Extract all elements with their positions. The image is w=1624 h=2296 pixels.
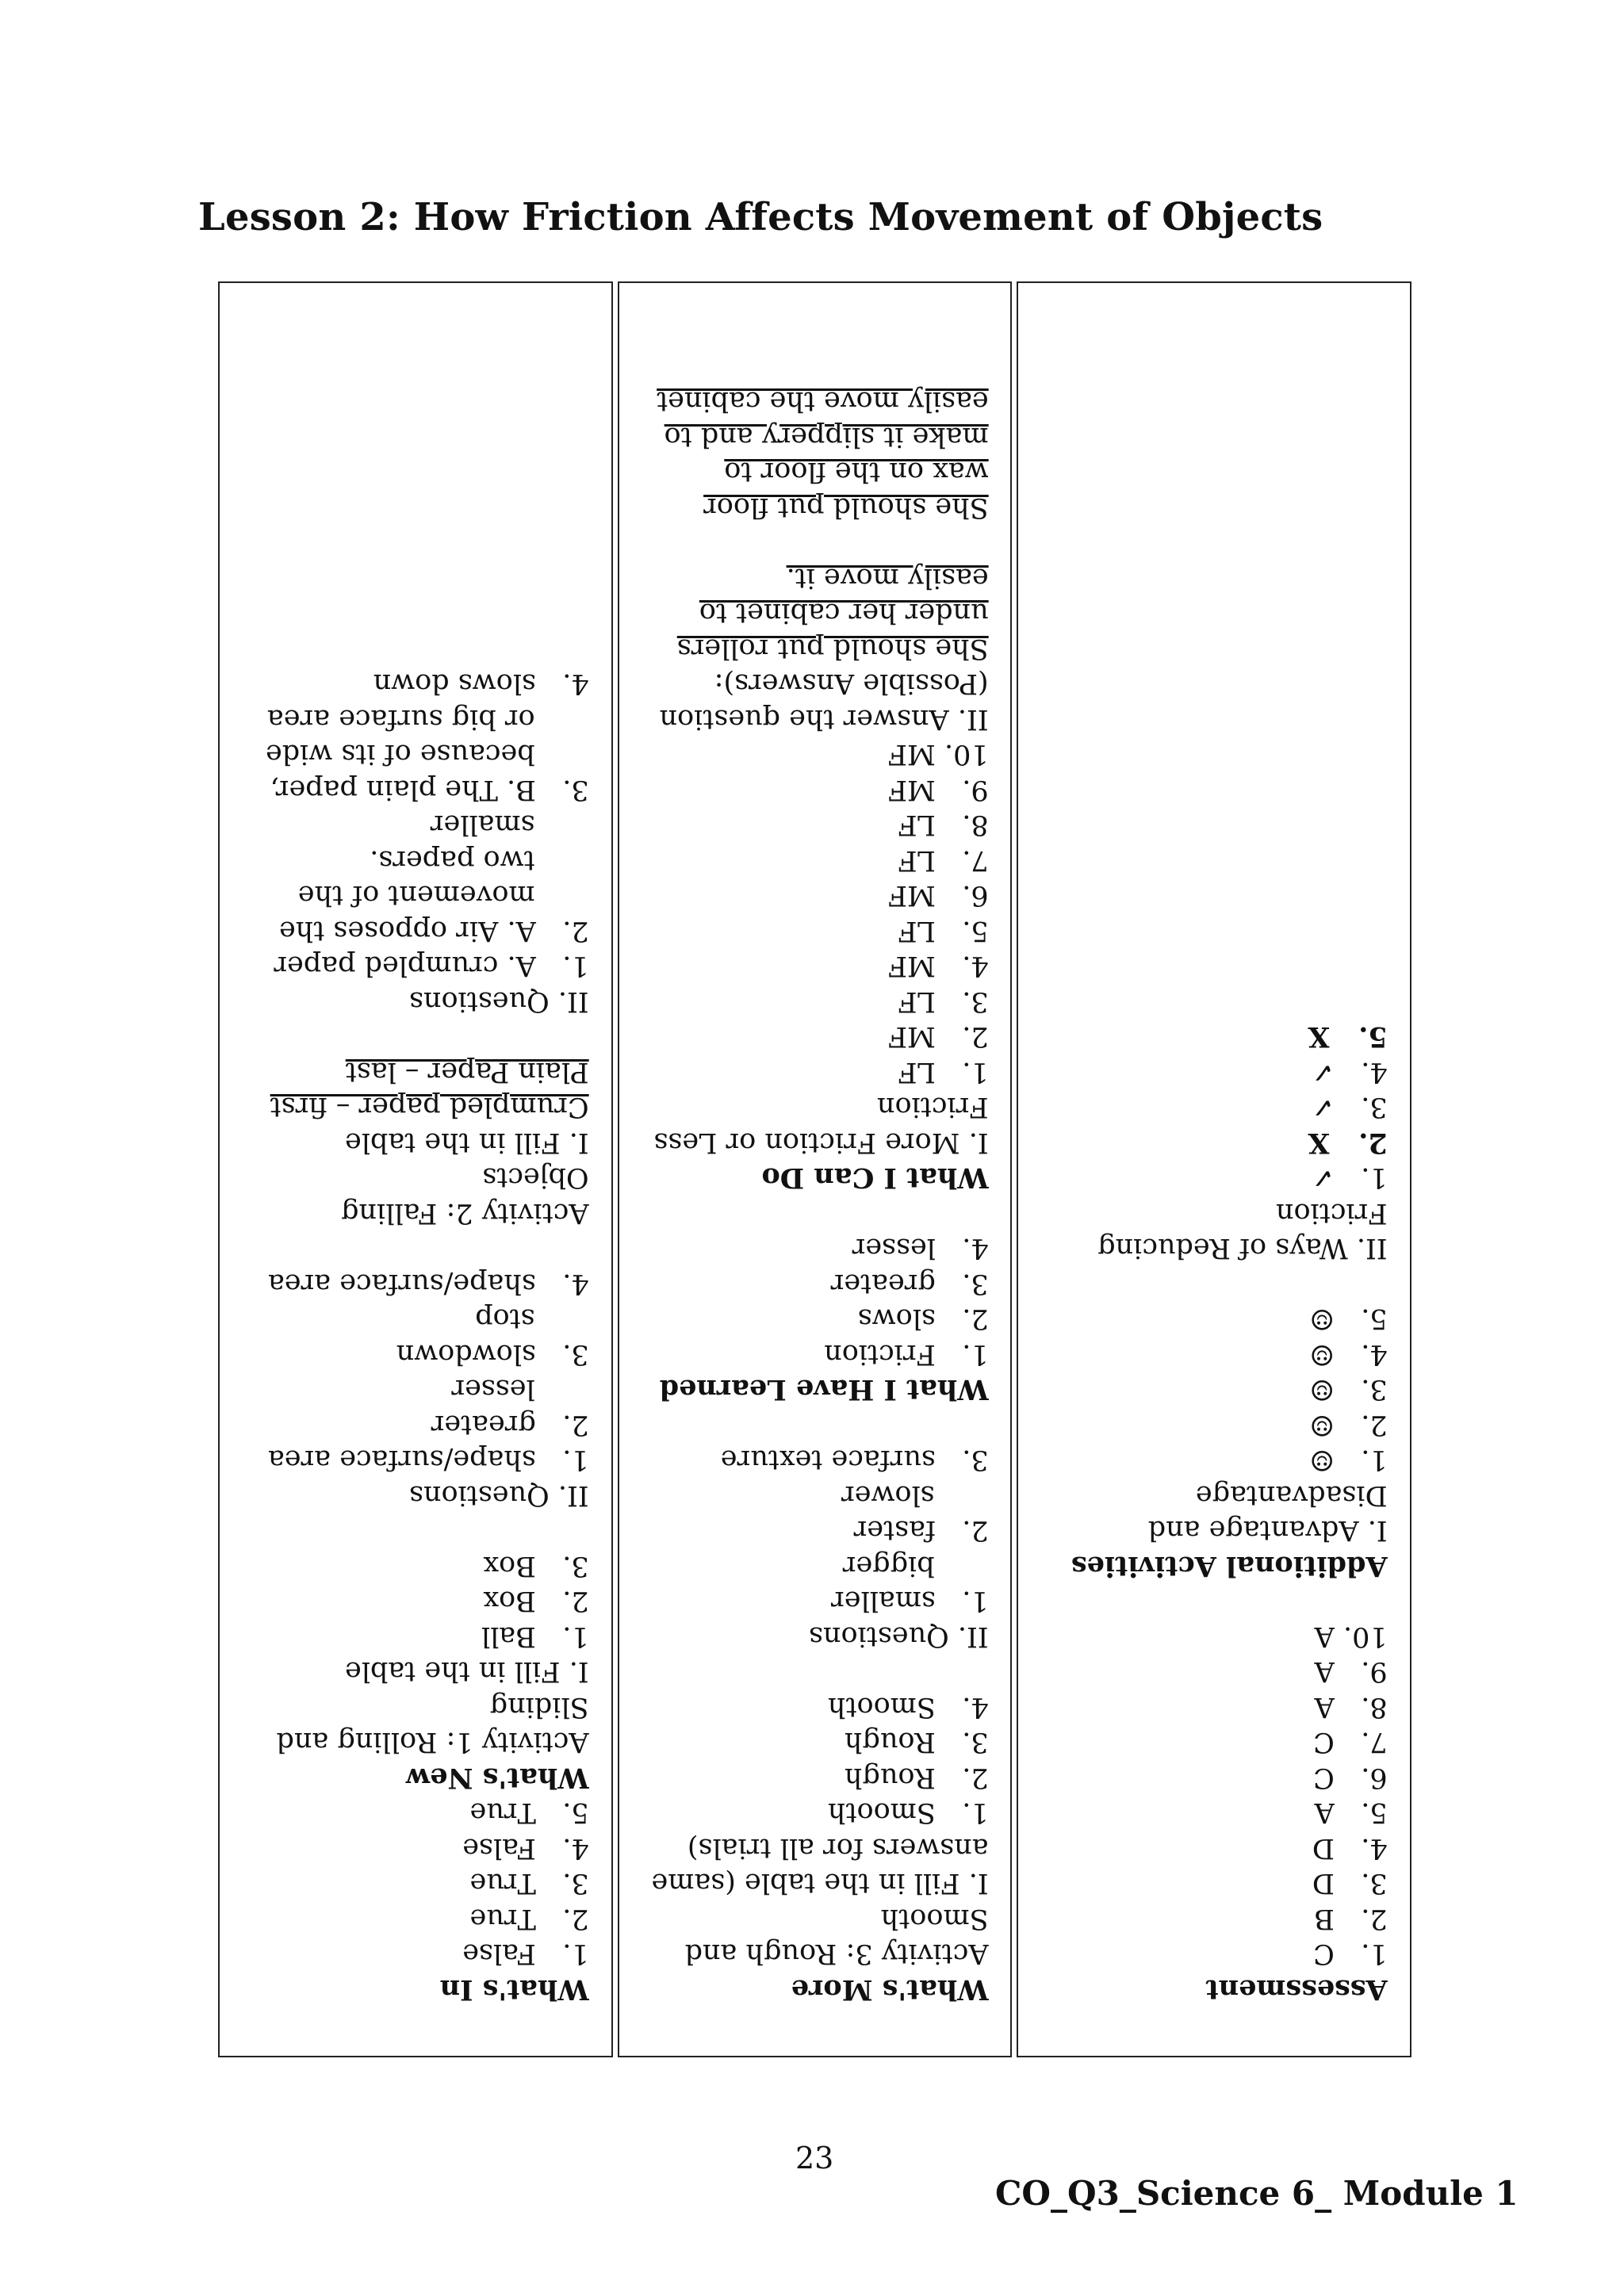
answer-line: 4. MF — [887, 950, 989, 982]
answer-line: 7. LF — [898, 844, 989, 876]
answer-key-column-1 — [218, 281, 613, 2057]
answer-line: 1. shape/surface area — [267, 1444, 589, 1476]
answer-line: I. More Friction or Less — [653, 1127, 989, 1158]
answer-line: 10. A — [1314, 1621, 1388, 1652]
answer-line: 2. Box — [483, 1585, 589, 1617]
column-content — [220, 666, 611, 2056]
answer-line: 4. lesser — [852, 1232, 989, 1265]
section-heading: What's More — [791, 1973, 989, 2006]
answer-line: 4. D — [1312, 1832, 1388, 1864]
answer-line: Friction — [876, 1091, 989, 1123]
answer-line: II. Answer the question — [659, 703, 989, 735]
page-number: 23 — [795, 2141, 834, 2175]
answer-line: 1. Friction — [823, 1338, 989, 1370]
answer-line: 3. ✓ — [1311, 1091, 1388, 1123]
answer-line: answers for all trials) — [687, 1832, 989, 1864]
answer-line: 1. LF — [898, 1056, 989, 1088]
answer-line: Activity 1: Rolling and — [276, 1726, 589, 1758]
answer-line: 1. False — [462, 1938, 589, 1970]
answer-line: 4. ☺ — [1309, 1338, 1388, 1370]
answer-line: 3. Rough — [844, 1726, 989, 1758]
answer-line: 2. True — [469, 1903, 589, 1934]
answer-line — [642, 525, 989, 561]
answer-line: Sliding — [489, 1691, 589, 1723]
answer-line: Activity 3: Rough and — [684, 1938, 989, 1970]
answer-line — [1040, 1266, 1388, 1302]
answer-line: 2. faster — [853, 1514, 989, 1547]
answer-line: I. Fill in the table (same — [651, 1867, 989, 1900]
answer-line — [642, 1654, 989, 1689]
answer-line: 10. MF — [887, 738, 989, 771]
answer-line: wax on the floor to — [723, 456, 989, 488]
answer-line: 3. B. The plain paper, — [270, 774, 589, 806]
answer-line: 6. MF — [887, 879, 989, 912]
answer-line: 4. shape/surface area — [267, 1268, 589, 1299]
section-heading: Additional Activities — [1071, 1550, 1388, 1582]
answer-line: II. Questions — [808, 1621, 989, 1652]
answer-line: 1. A. crumpled paper — [274, 950, 589, 982]
answer-line: movement of the — [297, 879, 535, 912]
section-heading: What I Can Do — [761, 1161, 989, 1195]
answer-line: II. Questions — [409, 1479, 589, 1511]
answer-line: She should put floor — [703, 492, 989, 523]
answer-line: 4. Smooth — [827, 1691, 989, 1723]
answer-line: 1. ☺ — [1309, 1444, 1388, 1476]
answer-line: easily move it. — [786, 562, 989, 594]
answer-line: II. Questions — [409, 985, 589, 1017]
answer-line: slower — [841, 1479, 935, 1511]
module-footer: CO_Q3_Science 6_ Module 1 — [995, 2174, 1519, 2213]
answer-line: 1. Smooth — [827, 1797, 989, 1829]
answer-line: 1. Ball — [481, 1621, 589, 1652]
section-heading: Assessment — [1205, 1973, 1388, 2006]
answer-line: Disadvantage — [1196, 1479, 1388, 1511]
answer-line: 4. ✓ — [1311, 1056, 1388, 1088]
answer-line: 3. surface texture — [720, 1444, 989, 1476]
answer-line: (Possible Answers): — [714, 668, 989, 700]
answer-line: 2. B — [1314, 1903, 1388, 1934]
answer-line: I. Fill in the table — [345, 1655, 589, 1688]
answer-line: 2. A. Air opposes the — [279, 915, 589, 947]
answer-line: 4. False — [462, 1832, 589, 1864]
section-heading: What I Have Learned — [659, 1373, 989, 1406]
answer-line: 3. LF — [898, 985, 989, 1017]
answer-line: smaller — [430, 809, 535, 841]
answer-line: 1. ✓ — [1311, 1161, 1388, 1194]
answer-line: lesser — [451, 1373, 535, 1406]
answer-line: 8. A — [1314, 1691, 1388, 1723]
column-content — [619, 384, 1011, 2056]
answer-line: Objects — [482, 1161, 589, 1194]
answer-line: Activity 2: Falling — [341, 1197, 589, 1229]
column-content — [1018, 1019, 1410, 2056]
answer-line: 3. Box — [483, 1550, 589, 1582]
answer-line: 3. D — [1312, 1867, 1388, 1900]
answer-line: Friction — [1276, 1197, 1388, 1229]
answer-line: Plain Paper – last — [345, 1056, 589, 1088]
answer-line: two papers. — [370, 844, 535, 876]
answer-line — [242, 1513, 589, 1548]
answer-line: 5. A — [1314, 1797, 1388, 1829]
answer-line: stop — [475, 1303, 535, 1335]
answer-line: 9. A — [1314, 1655, 1388, 1688]
answer-key-column-3 — [1017, 281, 1411, 2057]
answer-line: 9. MF — [887, 774, 989, 806]
answer-line: 2. slows — [857, 1303, 989, 1335]
answer-line: I. Advantage and — [1148, 1514, 1388, 1547]
page-title: Lesson 2: How Friction Affects Movement of Objects — [198, 195, 1323, 239]
answer-line: 2. MF — [887, 1020, 989, 1053]
answer-line: 3. greater — [830, 1268, 989, 1299]
answer-line: Crumpled paper – first — [270, 1091, 589, 1123]
answer-line — [642, 1407, 989, 1443]
answer-line: 5. ☺ — [1309, 1303, 1388, 1335]
answer-line: 5. True — [469, 1797, 589, 1829]
answer-line: I. Fill in the table — [345, 1127, 589, 1158]
answer-line — [242, 1230, 589, 1266]
answer-line: 8. LF — [898, 809, 989, 841]
answer-line: because of its wide — [265, 738, 535, 771]
section-heading: What's In — [439, 1973, 589, 2006]
answer-line: 2. Rough — [844, 1762, 989, 1793]
answer-line — [642, 1196, 989, 1231]
answer-line: 6. C — [1313, 1762, 1388, 1793]
section-heading: What's New — [406, 1762, 589, 1794]
answer-line: II. Ways of Reducing — [1097, 1232, 1388, 1265]
answer-line: or big surface area — [266, 703, 535, 735]
section-heading: 2. X — [1308, 1127, 1388, 1159]
section-heading: 5. X — [1308, 1020, 1388, 1054]
answer-line: 3. slowdown — [396, 1338, 589, 1370]
answer-line — [1040, 1583, 1388, 1619]
answer-line: make it slippery and to — [664, 421, 989, 453]
answer-line: 7. C — [1313, 1726, 1388, 1758]
answer-line: bigger — [842, 1550, 935, 1582]
answer-key-column-2 — [618, 281, 1013, 2057]
answer-line: 5. LF — [898, 915, 989, 947]
answer-line: 4. slows down — [373, 668, 589, 700]
answer-line: 1. smaller — [830, 1585, 989, 1617]
answer-line: easily move the cabinet — [656, 385, 989, 418]
answer-line: 2. greater — [431, 1409, 589, 1441]
answer-line: 2. ☺ — [1309, 1409, 1388, 1441]
answer-line: She should put rollers — [676, 633, 989, 664]
answer-key-table — [218, 281, 1411, 2057]
answer-line: 3. ☺ — [1309, 1373, 1388, 1406]
answer-line — [242, 1019, 589, 1054]
answer-line: Smooth — [880, 1903, 989, 1934]
answer-line: 3. True — [469, 1867, 589, 1900]
answer-line: under her cabinet to — [699, 597, 989, 629]
answer-line: 1. C — [1313, 1938, 1388, 1970]
